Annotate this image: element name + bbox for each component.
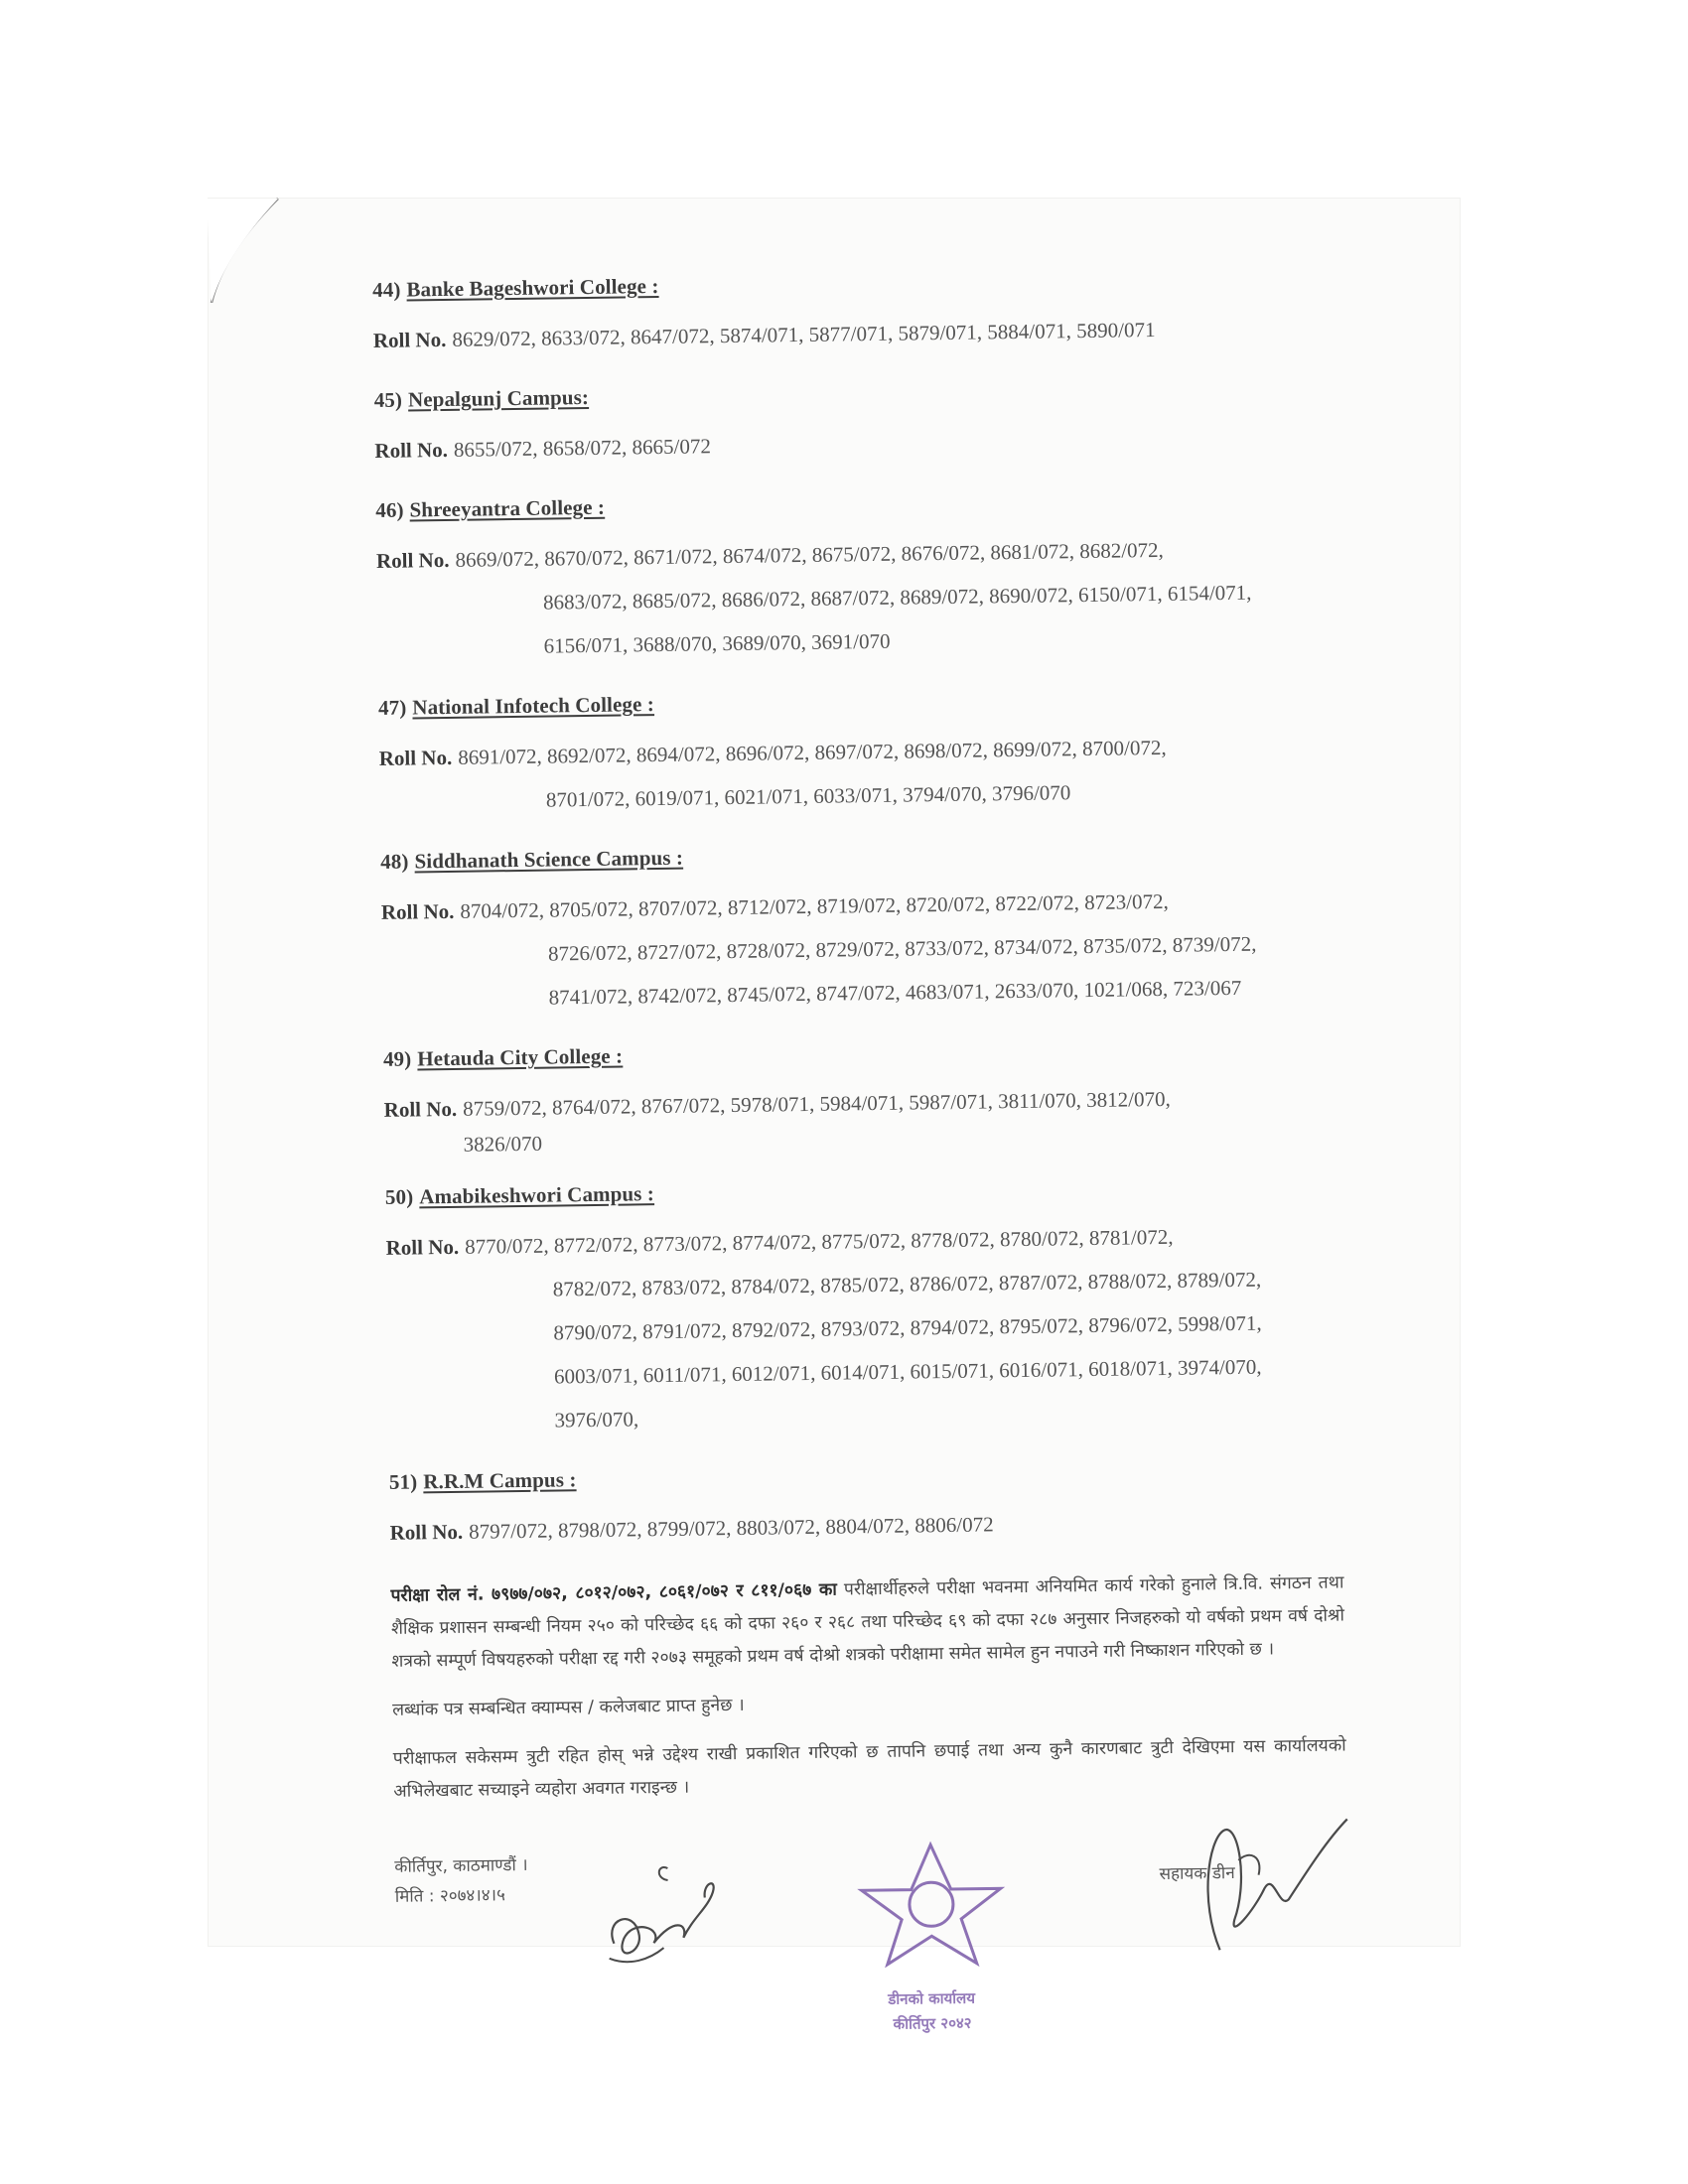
- college-title: [383, 1033, 1356, 1072]
- college-entry: [389, 1456, 1363, 1555]
- roll-label: Roll No.: [378, 745, 453, 770]
- college-name: Nepalgunj Campus:: [407, 384, 590, 412]
- footer: [394, 1839, 1370, 2051]
- roll-line: 6156/071, 3688/070, 3689/070, 3691/070: [543, 628, 891, 658]
- roll-line: 8759/072, 8764/072, 8767/072, 5978/071, 5984/071, 5987/071, 3811/070, 3812/070,: [463, 1086, 1171, 1121]
- roll-line: 3826/070: [463, 1131, 543, 1157]
- roll-values: [460, 877, 1355, 1021]
- document-body: [372, 264, 1370, 2051]
- roll-line: 8726/072, 8727/072, 8728/072, 8729/072, 8733/072, 8734/072, 8735/072, 8739/072,: [547, 931, 1257, 966]
- roll-line: 8701/072, 6019/071, 6021/071, 6033/071, 3794/070, 3796/070: [545, 780, 1071, 812]
- roll-label: Roll No.: [389, 1519, 464, 1545]
- roll-values: [463, 1074, 1357, 1159]
- college-title: [389, 1456, 1362, 1495]
- college-title: [378, 682, 1351, 721]
- notice-body: परीक्षार्थीहरुले परीक्षा भवनमा अनियमित कार्य गरेको हुनाले त्रि.वि. संगठन तथा शैक्षिक प्रशासन सम्बन्धी नियम २५० को परिच्छेद ६६ को दफा २६० र २६८ तथा परिच्छेद ६९ को दफा २८७ अनुसार निजहरुको यो वर्षको प्रथम वर्ष दोश्रो शत्रको सम्पूर्ण विषयहरुको परीक्षा रद्द गरी २०७३ समूहको प्रथम वर्ष दोश्रो शत्रको परीक्षामा समेत सामेल हुन नपाउने गरी निष्काशन गरिएको छ ।: [390, 1572, 1345, 1672]
- roll-line: 8782/072, 8783/072, 8784/072, 8785/072, 8786/072, 8787/072, 8788/072, 8789/072,: [552, 1267, 1262, 1301]
- roll-list: [383, 1074, 1357, 1160]
- college-number: 49): [382, 1046, 412, 1071]
- roll-line: 8770/072, 8772/072, 8773/072, 8774/072, 8775/072, 8778/072, 8780/072, 8781/072,: [464, 1224, 1174, 1259]
- roll-line: 8790/072, 8791/072, 8792/072, 8793/072, 8794/072, 8795/072, 8796/072, 5998/071,: [553, 1310, 1262, 1345]
- roll-line: 3976/070,: [554, 1407, 639, 1433]
- college-number: 48): [380, 849, 409, 874]
- signature-left: [593, 1847, 744, 1979]
- notice-lead: परीक्षा रोल नं. ७९७७/०७२, ८०१२/०७२, ८०६१/०७२ र ८११/०६७ का: [390, 1579, 838, 1606]
- college-entry: [374, 374, 1348, 473]
- college-title: [375, 484, 1348, 523]
- roll-list: [381, 877, 1356, 1022]
- roll-values: [469, 1497, 1363, 1554]
- college-entry: [378, 682, 1353, 824]
- roll-line: 8691/072, 8692/072, 8694/072, 8696/072, 8697/072, 8698/072, 8699/072, 8700/072,: [458, 735, 1167, 769]
- college-name: R.R.M Campus :: [423, 1467, 577, 1494]
- roll-line: 8797/072, 8798/072, 8799/072, 8803/072, 8804/072, 8806/072: [468, 1512, 994, 1544]
- college-entry: [383, 1033, 1357, 1160]
- roll-values: [452, 305, 1346, 361]
- office-seal: [831, 1824, 1033, 2045]
- college-entry: [375, 484, 1350, 670]
- roll-list: [374, 415, 1348, 473]
- roll-list: [376, 525, 1351, 670]
- college-number: 45): [373, 387, 403, 412]
- roll-label: Roll No.: [385, 1234, 460, 1260]
- place-date: [394, 1850, 528, 1912]
- roll-list: [373, 305, 1347, 362]
- roll-values: [455, 525, 1350, 669]
- roll-values: [454, 415, 1348, 472]
- college-number: 51): [388, 1469, 418, 1494]
- roll-line: 8704/072, 8705/072, 8707/072, 8712/072, 8719/072, 8720/072, 8722/072, 8723/072,: [460, 888, 1169, 923]
- place: कीर्तिपुर, काठमाण्डौं ।: [394, 1854, 528, 1877]
- roll-label: Roll No.: [383, 1096, 458, 1122]
- roll-line: 8741/072, 8742/072, 8745/072, 8747/072, 4683/071, 2633/070, 1021/068, 723/067: [548, 975, 1242, 1010]
- roll-line: 8655/072, 8658/072, 8665/072: [453, 434, 712, 462]
- college-number: 47): [377, 695, 407, 720]
- roll-label: Roll No.: [372, 327, 447, 352]
- date: मिति : २०७४।४।५: [394, 1885, 506, 1907]
- signature-right: [1179, 1799, 1359, 1960]
- college-title: [374, 374, 1347, 413]
- college-entry: [372, 264, 1346, 362]
- college-title: [385, 1171, 1358, 1210]
- roll-values: [458, 723, 1353, 823]
- college-name: National Infotech College :: [412, 692, 655, 720]
- roll-label: Roll No.: [380, 898, 455, 924]
- college-entry: [380, 836, 1355, 1022]
- roll-list: [389, 1497, 1363, 1555]
- college-name: Amabikeshwori Campus :: [419, 1181, 655, 1209]
- roll-line: 6003/071, 6011/071, 6012/071, 6014/071, 6015/071, 6016/071, 6018/071, 3974/070,: [553, 1354, 1262, 1389]
- corner-fold: [204, 194, 313, 303]
- roll-label: Roll No.: [374, 437, 449, 463]
- assistant-dean-title: सहायक डीन: [1159, 1863, 1235, 1885]
- college-entry: [385, 1171, 1362, 1444]
- error-disclaimer: परीक्षाफल सकेसम्म त्रुटी रहित होस् भन्ने उद्देश्य राखी प्रकाशित गरिएको छ तापनि छपाई तथा अन्य कुनै कारणबाट त्रुटी देखिएमा यस कार्यालयको अभिलेखबाट सच्याइने व्यहोरा अवगत गराइन्छ ।: [392, 1735, 1346, 1802]
- college-name: Hetauda City College :: [417, 1043, 624, 1071]
- roll-list: [378, 723, 1352, 824]
- college-number: 46): [375, 497, 404, 522]
- roll-line: 8629/072, 8633/072, 8647/072, 5874/071, 5877/071, 5879/071, 5884/071, 5890/071: [452, 317, 1156, 351]
- roll-line: 8683/072, 8685/072, 8686/072, 8687/072, 8689/072, 8690/072, 6150/071, 6154/071,: [542, 580, 1252, 614]
- marksheet-note: लब्धांक पत्र सम्बन्धित क्याम्पस / कलेजबाट प्राप्त हुनेछ ।: [392, 1695, 745, 1720]
- college-name: Banke Bageshwori College :: [406, 273, 659, 302]
- college-name: Shreeyantra College :: [409, 494, 606, 522]
- college-name: Siddhanath Science Campus :: [414, 845, 684, 874]
- roll-line: 8669/072, 8670/072, 8671/072, 8674/072, 8675/072, 8676/072, 8681/072, 8682/072,: [455, 537, 1165, 572]
- college-title: [380, 836, 1353, 875]
- stamp-text-1: डीनको कार्यालय: [888, 1988, 976, 2008]
- roll-list: [385, 1212, 1361, 1444]
- roll-label: Roll No.: [375, 547, 450, 573]
- stamp-text-2: कीर्तिपुर २०४२: [893, 2013, 972, 2033]
- college-number: 50): [384, 1184, 414, 1209]
- college-number: 44): [372, 277, 401, 302]
- disqualification-notice: [390, 1567, 1344, 1678]
- roll-values: [465, 1212, 1361, 1443]
